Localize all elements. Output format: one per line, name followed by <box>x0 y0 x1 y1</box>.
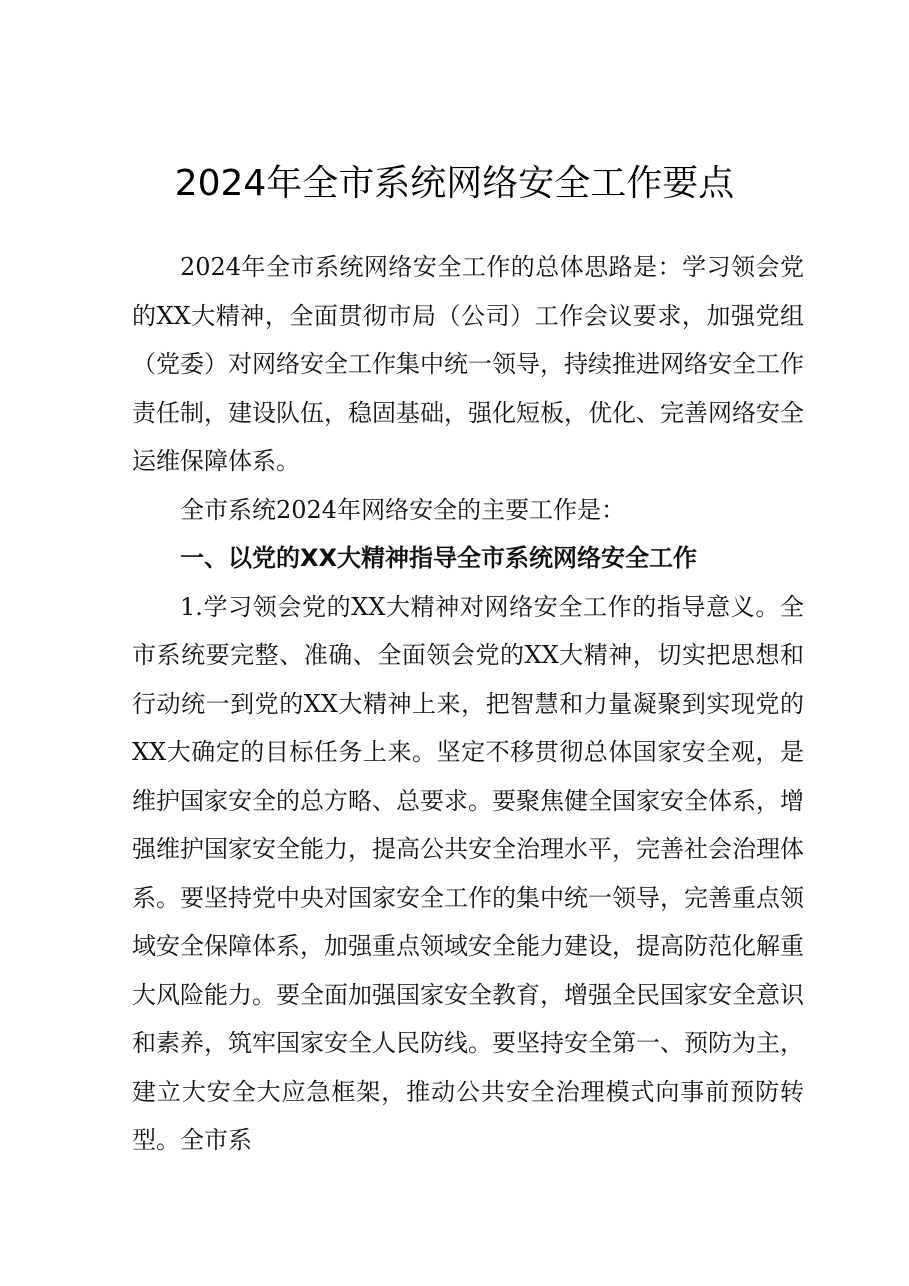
item-1-paragraph: 1.学习领会党的XX大精神对网络安全工作的指导意义。全市系统要完整、准确、全面领会党的XX大精神，切实把思想和行动统一到党的XX大精神上来，把智慧和力量凝聚到实现党的XX大确定的目标任务上来。坚定不移贯彻总体国家安全观，是维护国家安全的总方略、总要求。要聚焦健全国家安全体系，增强维护国家安全能力，提高公共安全治理水平，完善社会治理体系。要坚持党中央对国家安全工作的集中统一领导，完善重点领域安全保障体系，加强重点领域安全能力建设，提高防范化解重大风险能力。要全面加强国家安全教育，增强全民国家安全意识和素养，筑牢国家安全人民防线。要坚持安全第一、预防为主，建立大安全大应急框架，推动公共安全治理模式向事前预防转型。全市系 <box>132 592 804 1154</box>
document-body <box>132 243 804 1165</box>
section-1-heading: 一、以党的XX大精神指导全市系统网络安全工作 <box>180 544 698 572</box>
document-title: 2024年全市系统网络安全工作要点 <box>174 163 735 204</box>
lead-paragraph: 全市系统2024年网络安全的主要工作是： <box>180 495 626 524</box>
intro-paragraph: 2024年全市系统网络安全工作的总体思路是：学习领会党的XX大精神，全面贯彻市局（公司）工作会议要求，加强党组（党委）对网络安全工作集中统一领导，持续推进网络安全工作责任制，建设队伍，稳固基础，强化短板，优化、完善网络安全运维保障体系。 <box>132 253 804 475</box>
